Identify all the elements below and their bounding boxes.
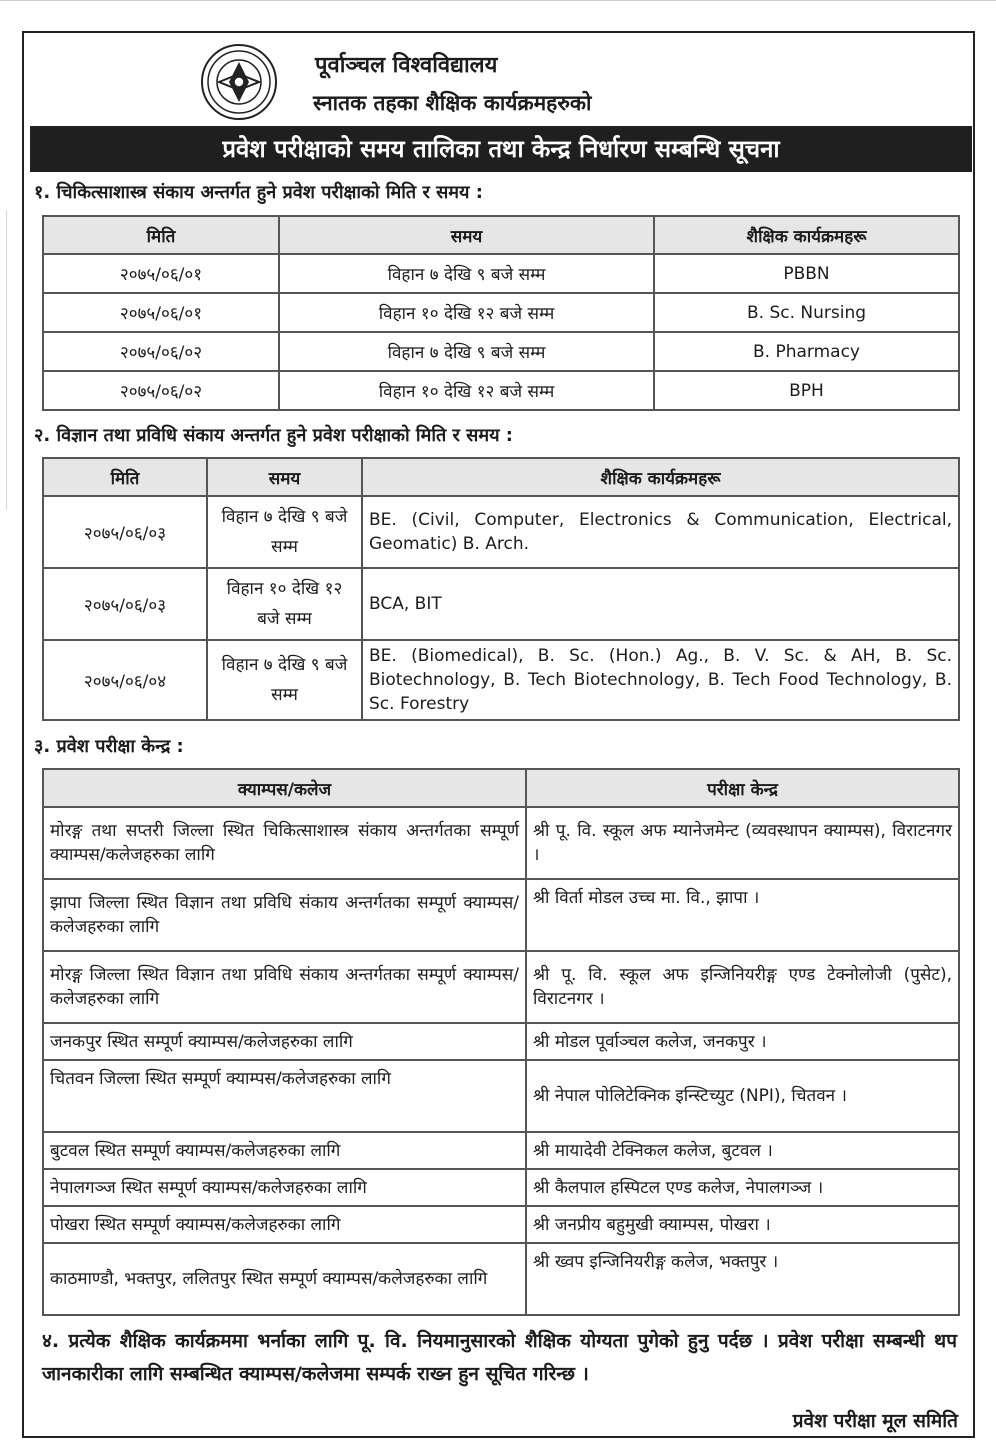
row-campus: मोरङ्ग जिल्ला स्थित विज्ञान तथा प्रविधि संकाय अन्तर्गतका सम्पूर्ण क्याम्पस/कलेजहरुका लागि bbox=[43, 951, 526, 1023]
row-centre: श्री नेपाल पोलिटेक्निक इन्स्टिच्युट (NPI), चितवन । bbox=[526, 1060, 959, 1132]
section3-title: ३. प्रवेश परीक्षा केन्द्र : bbox=[34, 736, 184, 757]
header-date: मिति bbox=[43, 458, 207, 496]
row-time: विहान १० देखि १२ बजे सम्म bbox=[279, 293, 654, 332]
row-campus: बुटवल स्थित सम्पूर्ण क्याम्पस/कलेजहरुका लागि bbox=[43, 1132, 526, 1169]
table-row bbox=[43, 568, 959, 640]
row-time: विहान ७ देखि ९ बजे सम्म bbox=[279, 254, 654, 293]
header-date: मिति bbox=[43, 216, 279, 254]
row-centre: श्री ख्वप इन्जिनियरीङ्ग कलेज, भक्तपुर । bbox=[526, 1243, 959, 1315]
table-row bbox=[43, 371, 959, 410]
header-campus: क्याम्पस/कलेज bbox=[43, 769, 526, 807]
row-date: २०७५/०६/०२ bbox=[43, 371, 279, 410]
page-edge-line bbox=[0, 0, 996, 1]
row-date: २०७५/०६/०३ bbox=[43, 568, 207, 640]
table-header-row bbox=[43, 458, 959, 496]
table-row bbox=[43, 807, 959, 879]
table-row bbox=[43, 879, 959, 951]
header-exam-centre: परीक्षा केन्द्र bbox=[526, 769, 959, 807]
row-date: २०७५/०६/०१ bbox=[43, 254, 279, 293]
section2-table bbox=[42, 457, 960, 721]
row-program: B. Sc. Nursing bbox=[654, 293, 959, 332]
header-time: समय bbox=[279, 216, 654, 254]
table-row bbox=[43, 1023, 959, 1060]
header-time: समय bbox=[207, 458, 362, 496]
table-row bbox=[43, 1060, 959, 1132]
header-programs: शैक्षिक कार्यक्रमहरू bbox=[654, 216, 959, 254]
row-campus: पोखरा स्थित सम्पूर्ण क्याम्पस/कलेजहरुका लागि bbox=[43, 1206, 526, 1243]
row-centre: श्री मोडल पूर्वाञ्चल कलेज, जनकपुर । bbox=[526, 1023, 959, 1060]
section2-title: २. विज्ञान तथा प्रविधि संकाय अन्तर्गत हुने प्रवेश परीक्षाको मिति र समय : bbox=[34, 425, 513, 446]
notice-header bbox=[22, 37, 975, 122]
row-centre: श्री कैलपाल हस्पिटल एण्ड कलेज, नेपालगञ्ज । bbox=[526, 1169, 959, 1206]
table-row bbox=[43, 254, 959, 293]
table-row bbox=[43, 1243, 959, 1315]
row-time: विहान १० देखि १२ बजे सम्म bbox=[207, 568, 362, 640]
table-header-row bbox=[43, 216, 959, 254]
university-logo-icon bbox=[199, 42, 279, 122]
row-program: BPH bbox=[654, 371, 959, 410]
section1-title: १. चिकित्साशास्त्र संकाय अन्तर्गत हुने प्रवेश परीक्षाको मिति र समय : bbox=[34, 182, 483, 203]
row-program: BCA, BIT bbox=[362, 568, 959, 640]
row-program: PBBN bbox=[654, 254, 959, 293]
table-row bbox=[43, 332, 959, 371]
header-programs: शैक्षिक कार्यक्रमहरू bbox=[362, 458, 959, 496]
row-time: विहान ७ देखि ९ बजे सम्म bbox=[207, 640, 362, 720]
signature-committee: प्रवेश परीक्षा मूल समिति bbox=[792, 1410, 958, 1432]
row-centre: श्री विर्ता मोडल उच्च मा. वि., झापा । bbox=[526, 879, 959, 951]
row-centre: श्री मायादेवी टेक्निकल कलेज, बुटवल । bbox=[526, 1132, 959, 1169]
table-row bbox=[43, 951, 959, 1023]
table-row bbox=[43, 1206, 959, 1243]
row-program: BE. (Biomedical), B. Sc. (Hon.) Ag., B. V. Sc. & AH, B. Sc. Biotechnology, B. Tech Biotechnology, B. Tech Food Technology, B. Sc. Forestry bbox=[362, 640, 959, 720]
row-date: २०७५/०६/०१ bbox=[43, 293, 279, 332]
row-date: २०७५/०६/०२ bbox=[43, 332, 279, 371]
footer-note: ४. प्रत्येक शैक्षिक कार्यक्रममा भर्नाका लागि पू. वि. नियमानुसारको शैक्षिक योग्यता पुगेको हुनु पर्दछ । प्रवेश परीक्षा सम्बन्धी थप जानकारीका लागि सम्बन्धित क्याम्पस/कलेजमा सम्पर्क राख्न हुन सूचित गरिन्छ । bbox=[42, 1330, 957, 1385]
header-subtitle: स्नातक तहका शैक्षिक कार्यक्रमहरुको bbox=[313, 91, 592, 115]
row-campus: काठमाण्डौ, भक्तपुर, ललितपुर स्थित सम्पूर्ण क्याम्पस/कलेजहरुका लागि bbox=[43, 1243, 526, 1315]
row-centre: श्री पू. वि. स्कूल अफ इन्जिनियरीङ्ग एण्ड टेक्नोलोजी (पुसेट), विराटनगर । bbox=[526, 951, 959, 1023]
row-time: विहान ७ देखि ९ बजे सम्म bbox=[279, 332, 654, 371]
section3-table bbox=[42, 768, 960, 1316]
row-program: BE. (Civil, Computer, Electronics & Communication, Electrical, Geomatic) B. Arch. bbox=[362, 496, 959, 568]
row-date: २०७५/०६/०३ bbox=[43, 496, 207, 568]
table-row bbox=[43, 293, 959, 332]
table-header-row bbox=[43, 769, 959, 807]
row-campus: झापा जिल्ला स्थित विज्ञान तथा प्रविधि संकाय अन्तर्गतका सम्पूर्ण क्याम्पस/कलेजहरुका लागि bbox=[43, 879, 526, 951]
table-row bbox=[43, 1169, 959, 1206]
table-row bbox=[43, 640, 959, 720]
row-centre: श्री जनप्रीय बहुमुखी क्याम्पस, पोखरा । bbox=[526, 1206, 959, 1243]
row-campus: नेपालगञ्ज स्थित सम्पूर्ण क्याम्पस/कलेजहरुका लागि bbox=[43, 1169, 526, 1206]
page-edge-line-left bbox=[6, 210, 7, 510]
row-campus: मोरङ्ग तथा सप्तरी जिल्ला स्थित चिकित्साशास्त्र संकाय अन्तर्गतका सम्पूर्ण क्याम्पस/कलेजहरुका लागि bbox=[43, 807, 526, 879]
notice-title: प्रवेश परीक्षाको समय तालिका तथा केन्द्र निर्धारण सम्बन्धि सूचना bbox=[30, 126, 972, 172]
table-row bbox=[43, 1132, 959, 1169]
row-centre: श्री पू. वि. स्कूल अफ म्यानेजमेन्ट (व्यवस्थापन क्याम्पस), विराटनगर । bbox=[526, 807, 959, 879]
row-time: विहान ७ देखि ९ बजे सम्म bbox=[207, 496, 362, 568]
row-campus: जनकपुर स्थित सम्पूर्ण क्याम्पस/कलेजहरुका लागि bbox=[43, 1023, 526, 1060]
row-campus: चितवन जिल्ला स्थित सम्पूर्ण क्याम्पस/कलेजहरुका लागि bbox=[43, 1060, 526, 1132]
section1-table bbox=[42, 215, 960, 411]
university-name: पूर्वाञ्चल विश्वविद्यालय bbox=[315, 53, 498, 78]
row-program: B. Pharmacy bbox=[654, 332, 959, 371]
row-date: २०७५/०६/०४ bbox=[43, 640, 207, 720]
table-row bbox=[43, 496, 959, 568]
row-time: विहान १० देखि १२ बजे सम्म bbox=[279, 371, 654, 410]
